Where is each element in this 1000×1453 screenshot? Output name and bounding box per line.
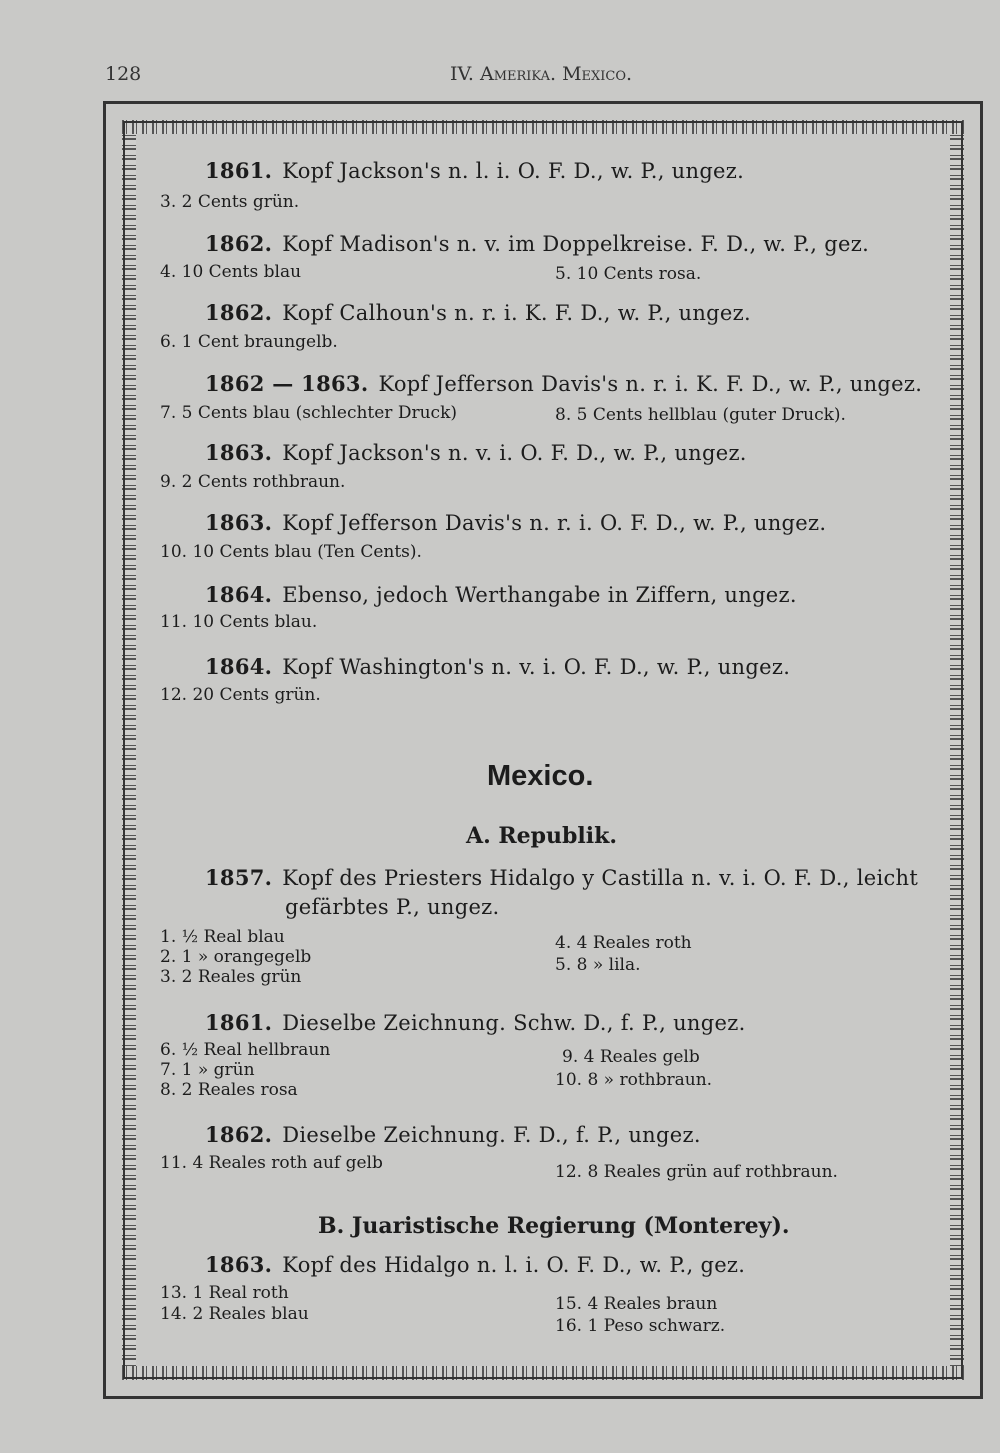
stamp-item: 12. 8 Reales grün auf rothbraun. <box>555 1162 838 1182</box>
stamp-item: 10. 10 Cents blau (Ten Cents). <box>160 542 422 562</box>
page-number: 128 <box>105 63 142 85</box>
stamp-item: 9. 2 Cents rothbraun. <box>160 472 346 492</box>
stamp-item: 2. 1 » orangegelb <box>160 947 312 967</box>
section-heading <box>205 231 869 256</box>
subsection-heading: B. Juaristische Regierung (Monterey). <box>318 1213 790 1239</box>
stamp-item: 15. 4 Reales braun <box>555 1294 718 1314</box>
stamp-item: 16. 1 Peso schwarz. <box>555 1316 726 1336</box>
stamp-item: 5. 8 » lila. <box>555 955 641 975</box>
stamp-item: 1. ½ Real blau <box>160 927 285 947</box>
section-heading <box>205 865 918 890</box>
section-heading <box>205 371 922 396</box>
section-text: Kopf des Hidalgo n. l. i. O. F. D., w. P., gez. <box>282 1253 746 1277</box>
stamp-item: 12. 20 Cents grün. <box>160 685 321 705</box>
stamp-item: 3. 2 Reales grün <box>160 967 302 987</box>
stamp-item: 14. 2 Reales blau <box>160 1304 309 1324</box>
stamp-item: 11. 10 Cents blau. <box>160 612 318 632</box>
section-text: Kopf Jefferson Davis's n. r. i. K. F. D., w. P., ungez. <box>378 372 923 396</box>
section-heading <box>205 158 744 183</box>
section-text: Kopf Jackson's n. l. i. O. F. D., w. P., ungez. <box>282 159 745 183</box>
stamp-item: 8. 2 Reales rosa <box>160 1080 298 1100</box>
section-heading <box>205 440 747 465</box>
section-heading <box>205 1122 701 1147</box>
stamp-item: 5. 10 Cents rosa. <box>555 264 702 284</box>
section-text: Dieselbe Zeichnung. Schw. D., f. P., ungez. <box>282 1011 746 1035</box>
section-year: 1862. <box>205 1122 273 1147</box>
section-text: Kopf Washington's n. v. i. O. F. D., w. P., ungez. <box>282 655 791 679</box>
stamp-item: 10. 8 » rothbraun. <box>555 1070 713 1090</box>
stamp-item: 8. 5 Cents hellblau (guter Druck). <box>555 405 846 425</box>
section-text: Kopf des Priesters Hidalgo y Castilla n. v. i. O. F. D., leicht <box>282 866 919 890</box>
section-heading <box>205 1252 745 1277</box>
section-year: 1857. <box>205 865 273 890</box>
section-year: 1862 — 1863. <box>205 371 369 396</box>
section-heading <box>205 300 751 325</box>
section-year: 1862. <box>205 231 273 256</box>
section-heading <box>205 582 797 607</box>
stamp-item: 4. 10 Cents blau <box>160 262 302 282</box>
section-year: 1863. <box>205 440 273 465</box>
stamp-item: 7. 5 Cents blau (schlechter Druck) <box>160 403 458 423</box>
section-text: Dieselbe Zeichnung. F. D., f. P., ungez. <box>282 1123 701 1147</box>
stamp-item: 7. 1 » grün <box>160 1060 255 1080</box>
running-title: IV. Amerika. Mexico. <box>450 63 633 85</box>
section-heading <box>205 1010 746 1035</box>
section-heading <box>205 654 790 679</box>
section-year: 1861. <box>205 1010 273 1035</box>
section-text: Kopf Madison's n. v. im Doppelkreise. F. D., w. P., gez. <box>282 232 870 256</box>
stamp-item: 9. 4 Reales gelb <box>562 1047 700 1067</box>
section-year: 1864. <box>205 582 273 607</box>
stamp-item: 6. 1 Cent braungelb. <box>160 332 338 352</box>
section-heading <box>205 510 826 535</box>
stamp-item: 4. 4 Reales roth <box>555 933 692 953</box>
section-text: Kopf Calhoun's n. r. i. K. F. D., w. P., ungez. <box>282 301 751 325</box>
section-year: 1863. <box>205 1252 273 1277</box>
section-text: Kopf Jackson's n. v. i. O. F. D., w. P., ungez. <box>282 441 747 465</box>
section-year: 1863. <box>205 510 273 535</box>
section-text-continued: gefärbtes P., ungez. <box>285 895 500 919</box>
stamp-item: 6. ½ Real hellbraun <box>160 1040 331 1060</box>
country-title: Mexico. <box>487 760 594 792</box>
section-year: 1861. <box>205 158 273 183</box>
stamp-item: 11. 4 Reales roth auf gelb <box>160 1153 383 1173</box>
stamp-item: 13. 1 Real roth <box>160 1283 289 1303</box>
section-text: Kopf Jefferson Davis's n. r. i. O. F. D., w. P., ungez. <box>282 511 827 535</box>
subsection-heading: A. Republik. <box>466 823 618 849</box>
section-year: 1864. <box>205 654 273 679</box>
section-year: 1862. <box>205 300 273 325</box>
section-text: Ebenso, jedoch Werthangabe in Ziffern, ungez. <box>282 583 797 607</box>
stamp-item: 3. 2 Cents grün. <box>160 192 300 212</box>
